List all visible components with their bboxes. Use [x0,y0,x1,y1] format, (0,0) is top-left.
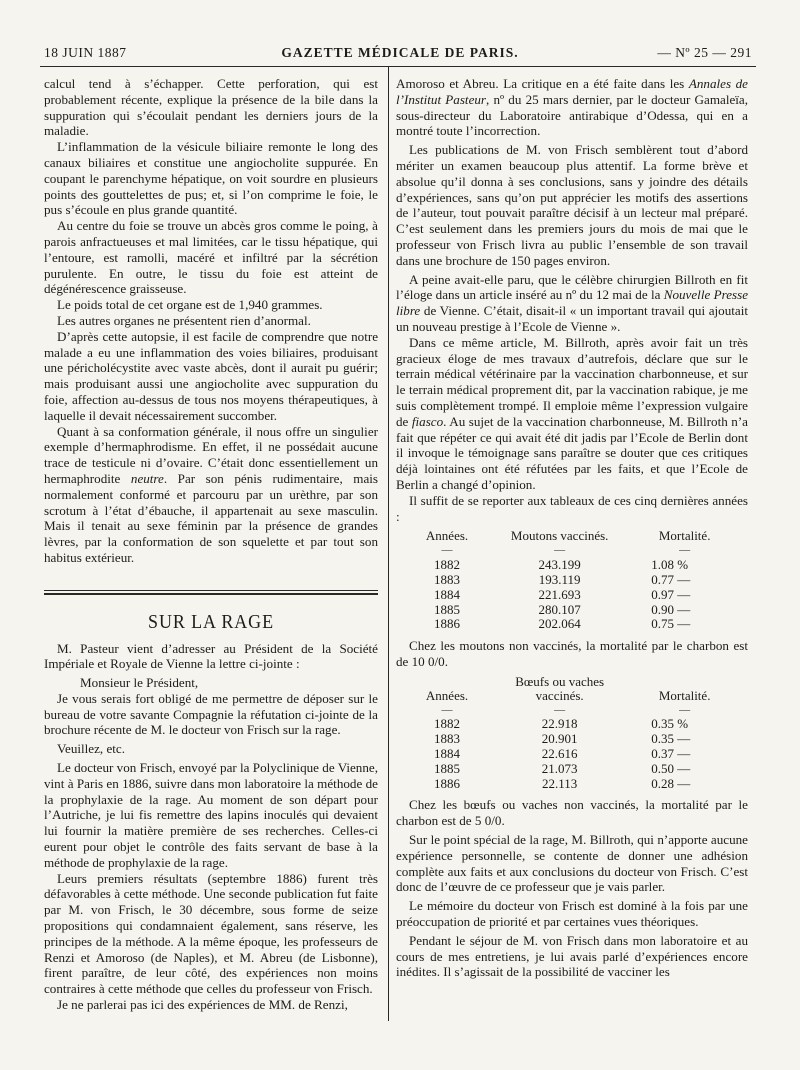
right-column [396,76,748,980]
table-cell: 1886 [434,775,461,791]
journal-title: GAZETTE MÉDICALE DE PARIS. [281,45,519,60]
italic-term: neutre [130,470,164,486]
table-row [396,558,748,573]
paragraph-hermaphrodisme [44,424,378,566]
table-dash: — [441,544,453,557]
table-header: Mortalité. [658,687,711,703]
table-cell: 22.918 [541,716,578,732]
paragraph: Chez les bœufs ou vaches non vaccinés, la mortalité par le charbon est de 5 0/0. [396,797,748,829]
table-cell: 1882 [434,716,461,732]
italic-title: Annales de l’Institut Pasteur [396,76,748,107]
table-cell: 1.08 % [651,557,689,573]
table-dash: — [679,703,691,716]
table-cell: 21.073 [541,760,578,776]
section-separator [44,590,378,595]
text-run: Quant à sa conformation générale, il nous offre un singulier exemple d’hermaphrodisme. En effet, il ne possédait aucune trace de testicule ni d’ovaire. C’était donc essentiellement un hermaphrodite [44,423,378,486]
paragraph: Leurs premiers résultats (septembre 1886) furent très défavorables à cette méthode. Une seconde publication fut faite par M. von Frisch, le 30 décembre, sous forme de seize propositions qui condamnaient également, sans réserve, les principes de la méthode. A la même époque, les professeurs de Renzi et Amoroso (de Naples), et M. Abreu (de Lisbonne), firent paraître, de leur côté, des expériences non moins contraires à cette méthode que celles du professeur von Frisch. [44,870,378,997]
italic-term: fiasco [411,413,444,429]
text-run: Amoroso et Abreu. La critique en a été faite dans les [396,76,689,91]
letter-salutation: Monsieur le Président, [80,675,199,691]
text-run: A peine avait-elle paru, que le célèbre chirurgien Billroth en fit l’éloge dans un article inséré au nº du 12 mai de la [396,271,748,303]
section-title: SUR LA RAGE [148,610,274,633]
table-cell: 1885 [434,760,461,776]
table-cell: 0.35 — [651,731,691,747]
table-cell: 1886 [434,616,461,632]
cattle-vaccination-table [396,674,748,792]
paragraph: Le poids total de cet organe est de 1,940 grammes. [57,297,323,313]
paragraph [396,76,748,139]
table-cell: 0.50 — [651,760,691,776]
sheep-vaccination-table [396,528,748,632]
table-cell: 22.616 [541,746,578,762]
table-cell: 0.97 — [651,586,691,602]
paragraph: Sur le point spécial de la rage, M. Billroth, qui n’apporte aucune expérience personnelle, se contente de donner une adhésion complète aux faits et aux conclusions du docteur von Frisch. C’est donc de l’œuvre de ce professeur que je vais parler. [396,832,748,895]
paragraph: Le mémoire du docteur von Frisch est dominé à la fois par une préoccupation de priorité et par certaines vues théoriques. [396,898,748,930]
table-cell: 22.113 [542,775,578,791]
table-cell: 243.199 [538,557,581,573]
table-row [396,573,748,588]
paragraph: Les autres organes ne présentent rien d’anormal. [57,312,311,328]
text-run: de Vienne. C’était, disait-il « un important travail qui ajoutait un nouveau prestige à l’Ecole de Vienne ». [396,303,748,334]
paragraph: D’après cette autopsie, il est facile de comprendre que notre malade a eu une inflammation des voies biliaires, produisant une péricholécystite avec vaste abcès, dont il aurait pu guérir; mais produisant aussi une angiocholite avec suppuration du foie, affection au-dessus de tous nos moyens thérapeutiques, à laquelle il devait nécessairement succomber. [44,328,378,423]
table-cell: 0.35 % [651,716,689,732]
table-row [396,617,748,632]
column-divider [388,66,389,1021]
table-cell: 0.28 — [651,775,691,791]
table-cell: 280.107 [538,601,581,617]
table-cell: 0.37 — [651,746,691,762]
table-row [396,777,748,792]
page-number: — Nº 25 — 291 [657,45,752,60]
paragraph: L’inflammation de la vésicule biliaire remonte le long des canaux biliaires et constitue une angiocholite suppurée. En coupant le parenchyme hépatique, on voit sourdre en plusieurs points des gouttelettes de pus; et, si l’on comprime le foie, le pus s’écoule en plus grande quantité. [44,139,378,218]
letter-body: Je vous serais fort obligé de me permettre de déposer sur le bureau de votre savante Compagnie la réfutation ci-jointe de la brochure récente de M. le docteur von Frisch sur la rage. [44,690,378,738]
table-row [396,588,748,603]
letter-closing: Veuillez, etc. [57,741,125,757]
paragraph: Pendant le séjour de M. von Frisch dans mon laboratoire et au cours de mes entretiens, je lui avais parlé d’expériences encore inédites. Il s’agissait de la possibilité de vacciner les [396,932,748,980]
paragraph: Le docteur von Frisch, envoyé par la Polyclinique de Vienne, vint à Paris en 1886, suivre dans mon laboratoire la méthode de la prophylaxie de la rage. Au moment de son départ pour l’Autriche, je lui fis remettre des lapins inoculés qui devaient lui fournir la matière première de ses recherches. Celles-ci eurent pour objet le contrôle des faits servant de base à la méthode de prophylaxie de la rage. [44,760,378,870]
table-dash: — [441,703,453,716]
table-row [396,603,748,618]
paragraph: Il suffit de se reporter aux tableaux de ces cinq dernières années : [396,492,748,524]
paragraph: calcul tend à s’échapper. Cette perforation, qui est probablement récente, explique la présence de la bile dans la suppuration qui s’écoulait pendant les derniers jours de la maladie. [44,76,378,139]
paragraph [396,335,748,493]
table-dash: — [679,544,691,557]
table-header: Moutons vaccinés. [510,528,609,544]
table-header: Années. [425,687,469,703]
table-row [396,762,748,777]
header-rule [40,66,756,67]
table-cell: 221.693 [538,586,581,602]
text-run: . Par son pénis rudimentaire, mais normalement conformé et parcouru par un urèthre, par son scrotum à l’état d’ébauche, il appartenait au sexe masculin. Mais il tenait au sexe féminin par la présence de grandes lèvres, par la conformation de son squelette et par tout son habitus extérieur. [44,470,378,565]
paragraph: Les publications de M. von Frisch semblèrent tout d’abord mériter un examen beaucoup plus attentif. La forme brève et absolue qu’il donna à ses conclusions, sans y joindre des détails d’expériences, sans qu’on put apprécier les motifs des assertions de l’auteur, tout pouvait paraître décisif à un lecteur mal préparé. C’est seulement dans les premiers jours du mois de mai que le professeur von Frisch livra au public l’ensemble de son travail dans une brochure de 150 pages environ. [396,142,748,268]
table-cell: 1884 [434,746,461,762]
text-run: Dans ce même article, M. Billroth, après avoir fait un très gracieux éloge de mes travaux d’autrefois, déclare que sur le terrain médical vétérinaire par la vaccination charbonneuse, et sur le terrain médical proprement dit, par la vaccination rabique, je me suis complètement trompé. Il emploie même l’expression vulgaire de [396,334,748,429]
paragraph: Au centre du foie se trouve un abcès gros comme le poing, à parois anfractueuses et mal limitées, car le tissu hépatique, qui l’entoure, est ramolli, macéré et infiltré par la sécrétion purulente. En outre, le tissu du foie est atteint de dégénérescence graisseuse. [44,218,378,297]
table-cell: 0.75 — [651,616,691,632]
paragraph [396,272,748,335]
paragraph: Chez les moutons non vaccinés, la mortalité par le charbon est de 10 0/0. [396,638,748,669]
text-run: . Au sujet de la vaccination charbonneuse, M. Billroth n’a fait que répéter ce qui avait été dit jadis par l’Ecole de Berlin dont il invoque le témoignage sans paraître se douter que ces critiques déjà lointaines ont été réfutées par les faits, et que l’Ecole de Berlin a changé d’opinion. [396,413,748,492]
table-cell: 0.77 — [651,571,691,587]
text-run: , nº du 25 mars dernier, par le docteur Gamaleïa, sous-directeur du Laboratoire antirabique d’Odessa, qui en a montré toute l’incorrection. [396,91,748,139]
table-row [396,732,748,747]
left-column [44,76,378,1013]
table-header: Bœufs ou vaches vaccinés. [515,673,605,703]
page-header [40,40,760,64]
table-cell: 0.90 — [651,601,691,617]
table-dash: — [554,544,566,557]
table-header: Mortalité. [658,528,711,544]
issue-date: 18 JUIN 1887 [44,45,127,60]
paragraph: M. Pasteur vient d’adresser au Président de la Société Impériale et Royale de Vienne la lettre ci-jointe : [44,640,378,672]
paragraph: Je ne parlerai pas ici des expériences de MM. de Renzi, [57,997,348,1013]
table-cell: 1882 [434,557,461,573]
table-header: Années. [425,528,469,544]
table-cell: 202.064 [538,616,581,632]
table-cell: 20.901 [541,731,578,747]
table-cell: 1884 [434,586,461,602]
table-cell: 1883 [434,571,461,587]
table-cell: 193.119 [538,571,581,587]
table-row [396,717,748,732]
table-dash: — [554,703,566,716]
table-row [396,747,748,762]
italic-title: Nouvelle Presse libre [396,287,749,319]
table-cell: 1885 [434,601,461,617]
table-cell: 1883 [434,731,461,747]
